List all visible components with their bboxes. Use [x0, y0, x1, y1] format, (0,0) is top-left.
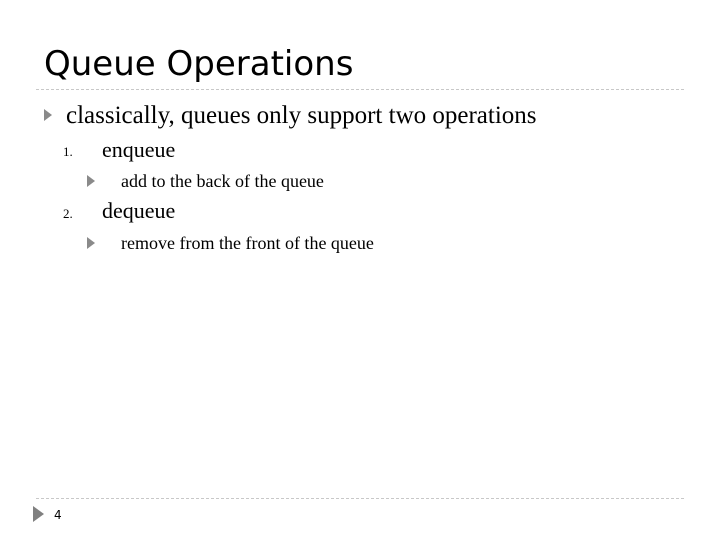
arrow-bullet-icon: [44, 109, 52, 121]
operation-dequeue: dequeue: [102, 198, 176, 223]
operation-enqueue: enqueue: [102, 137, 176, 162]
arrow-bullet-icon: [87, 175, 95, 187]
arrow-bullet-icon: [87, 237, 95, 249]
list-number: 2.: [63, 206, 73, 221]
list-number: 1.: [63, 144, 73, 159]
footer-arrow-icon: [33, 506, 44, 522]
dequeue-description: remove from the front of the queue: [121, 233, 374, 253]
main-bullet-text: classically, queues only support two operations: [66, 102, 537, 129]
slide-title: Queue Operations: [44, 44, 354, 84]
footer-divider: [36, 498, 684, 499]
title-divider: [36, 89, 684, 90]
enqueue-description: add to the back of the queue: [121, 171, 324, 191]
page-number: 4: [54, 508, 62, 522]
